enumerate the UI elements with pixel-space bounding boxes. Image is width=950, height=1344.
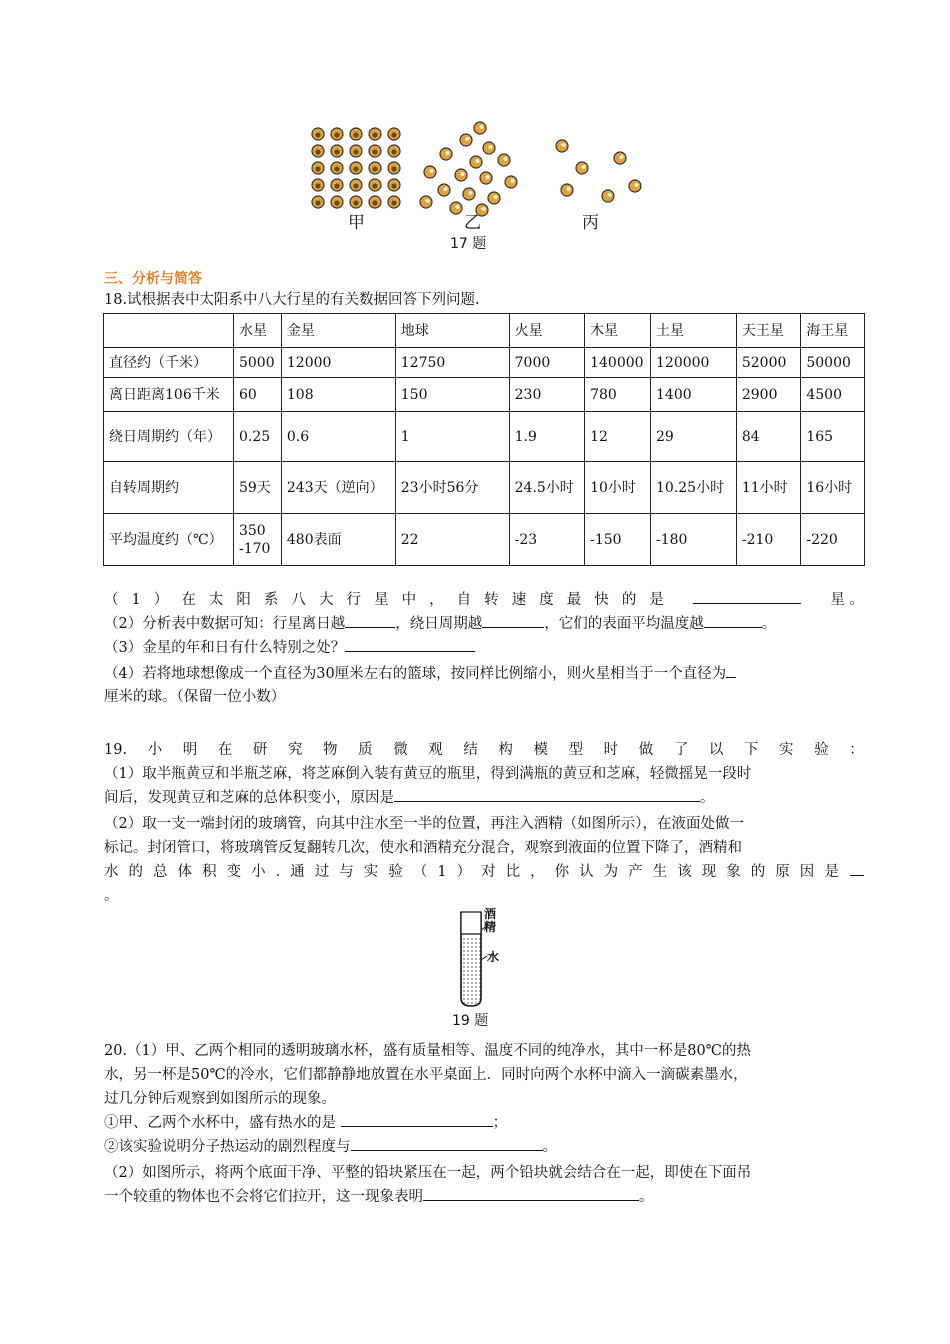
q20-line6: （2）如图所示，将两个底面干净、平整的铅块紧压在一起，两个铅块就会结合在一起，即使在下面吊 (104, 1165, 752, 1181)
q19-line3-char: 小 (251, 864, 266, 880)
q18-sub1-char: 转 (484, 592, 499, 608)
q18-sub1-char: 大 (318, 592, 334, 608)
table-cell: 59天 (233, 462, 281, 514)
table-cell: -150 (585, 514, 651, 566)
figure-19-caption: 19 题 (452, 1013, 489, 1029)
q18-sub2-blank-3[interactable] (704, 613, 762, 628)
q19-head-char: 在 (217, 742, 233, 758)
q18-sub1-char: 中 (401, 592, 417, 608)
molecule-core (456, 205, 460, 209)
q19-p1-end: 。 (700, 790, 715, 806)
q19-line3-char: 积 (202, 864, 217, 880)
q19-line3-char: 体 (177, 864, 193, 880)
molecule-core (482, 207, 486, 211)
q19-line3-char: 对 (481, 864, 496, 880)
q20-sub3-end: 。 (639, 1189, 654, 1205)
table-row (104, 378, 865, 412)
table-cell: 84 (736, 412, 801, 462)
q19-line3-char: 变 (226, 864, 242, 880)
molecule-core (353, 183, 358, 188)
table-cell: 0.6 (281, 412, 395, 462)
table-header-row (104, 314, 865, 348)
q19-head-char: 结 (463, 742, 478, 758)
q18-sub1-char: 八 (291, 592, 306, 608)
q19-head-char: 以 (708, 742, 724, 758)
q19-head-char: 小 (147, 742, 163, 758)
q19-line3-char: ， (530, 864, 545, 880)
q19-head-char: 型 (568, 742, 584, 758)
molecule-core (372, 166, 377, 171)
molecule-arrangement-figure (302, 118, 647, 218)
molecule-core (504, 157, 508, 161)
molecule-core (480, 125, 484, 129)
q18-stem: 18.试根据表中太阳系中八大行星的有关数据回答下列问题. (104, 292, 480, 308)
q18-sub2-text-c: ，它们的表面平均温度越 (544, 616, 704, 632)
molecule-core (446, 151, 450, 155)
table-cell: 140000 (585, 348, 651, 378)
table-cell: 165 (801, 412, 865, 462)
molecule-core (353, 149, 358, 154)
q18-sub2-text-b: ，绕日周期越 (395, 616, 483, 632)
table-cell: 1400 (651, 378, 737, 412)
table-cell: 480表面 (281, 514, 395, 566)
q19-line3-char: 水 (104, 864, 119, 880)
q18-sub1-char: 自 (456, 592, 472, 608)
table-row (104, 412, 865, 462)
molecule-core (334, 183, 339, 188)
q19-line3-char: 产 (628, 864, 643, 880)
molecule-core (334, 149, 339, 154)
q18-sub1-char: 1 (131, 592, 141, 608)
molecule-core (372, 132, 377, 137)
q18-sub1-text (104, 589, 664, 611)
table-cell: 23小时56分 (395, 462, 509, 514)
molecule-core (334, 132, 339, 137)
q19-p2-line2: 标记。封闭管口，将玻璃管反复翻转几次，使水和酒精充分混合，观察到液面的位置下降了，酒精和 (104, 840, 742, 856)
q19-line3-char: 过 (314, 864, 330, 880)
q20-sub1-text: ①甲、乙两个水杯中，盛有热水的是 (104, 1115, 336, 1131)
q19-line3-char: 的 (750, 864, 766, 880)
table-cell: 火星 (509, 314, 584, 348)
table-cell: 10小时 (585, 462, 651, 514)
molecule-core (461, 172, 465, 176)
q20-sub2-text: ②该实验说明分子热运动的剧烈程度与 (104, 1139, 351, 1155)
q18-sub1-char: 快 (594, 592, 609, 608)
q18-sub4-text-1: （4）若将地球想像成一个直径为30厘米左右的篮球，按同样比例缩小，则火星相当于一个直径为 (104, 666, 727, 682)
molecule-core (391, 200, 396, 205)
molecule-core (353, 166, 358, 171)
molecule-core (315, 149, 320, 154)
table-cell: 60 (233, 378, 281, 412)
q18-sub1-tail: 星 。 (830, 592, 864, 608)
q19-p2-blank[interactable] (850, 861, 864, 876)
q18-sub1-char: 系 (263, 592, 279, 608)
q19-line3-char: 生 (652, 864, 668, 880)
q19-p1-text: 间后，发现黄豆和芝麻的总体积变小，原因是 (104, 790, 394, 806)
q19-line3-char: 验 (388, 864, 403, 880)
q18-sub2-text-d: 。 (761, 616, 777, 632)
q20-sub2-end: 。 (542, 1139, 557, 1155)
table-row-label (104, 314, 234, 348)
table-cell: 780 (585, 378, 651, 412)
q20-sub2-blank[interactable] (351, 1136, 543, 1151)
q19-head-char: 构 (498, 742, 513, 758)
label-bing: 丙 (582, 213, 599, 233)
q19-p2-line3-text (104, 861, 839, 883)
table-row-label: 平均温度约（℃） (104, 514, 234, 566)
molecule-core (476, 159, 480, 163)
molecule-core (372, 200, 377, 205)
molecule-core (372, 149, 377, 154)
table-cell: 土星 (651, 314, 737, 348)
q19-line3-char: 比 (505, 864, 521, 880)
molecule-core (635, 183, 639, 187)
q19-line3-char: 为 (603, 864, 619, 880)
q18-sub4-blank[interactable] (726, 663, 736, 678)
q19-line3-char: 你 (554, 864, 570, 880)
q19-head-char: 下 (743, 742, 759, 758)
label-alcohol: 酒精 (484, 907, 497, 934)
q18-sub2 (104, 613, 864, 635)
q19-line3-char: 通 (290, 864, 305, 880)
table-cell: 天王星 (736, 314, 801, 348)
q19-head (104, 739, 864, 761)
q19-p2-line4: 。 (104, 888, 119, 904)
q19-line3-char: 与 (339, 864, 354, 880)
table-row (104, 514, 865, 566)
q19-line3-char: 该 (677, 864, 692, 880)
molecule-core (489, 145, 493, 149)
table-cell: 12 (585, 412, 651, 462)
table-cell: 150 (395, 378, 509, 412)
table-cell: -180 (651, 514, 737, 566)
molecule-core (444, 187, 448, 191)
q19-head-char: 模 (533, 742, 548, 758)
q20-sub1-end: ； (492, 1115, 508, 1131)
table-row-label: 绕日周期约（年） (104, 412, 234, 462)
q20-sub1-blank[interactable] (341, 1112, 493, 1127)
table-cell: 50000 (801, 348, 865, 378)
molecule-core (511, 179, 515, 183)
table-cell: 120000 (651, 348, 737, 378)
molecule-core (391, 166, 396, 171)
q20-line4 (104, 1112, 864, 1134)
q19-line3-char: . (275, 864, 281, 880)
q19-line3-char: 象 (726, 864, 741, 880)
q18-sub1 (104, 589, 864, 611)
molecule-core (620, 155, 624, 159)
table-cell: 243天（逆向） (281, 462, 395, 514)
label-yi: 乙 (464, 213, 481, 233)
q18-sub3-blank[interactable] (345, 637, 475, 652)
q18-sub1-char: 在 (181, 592, 196, 608)
q20-line1: 20.（1）甲、乙两个相同的透明玻璃水杯，盛有质量相等、温度不同的纯净水，其中一杯是80℃的热 (104, 1043, 751, 1059)
q19-p2-line3 (104, 861, 864, 883)
table-cell: 地球 (395, 314, 509, 348)
q18-sub1-char: 度 (539, 592, 554, 608)
q19-head-char: 明 (182, 742, 198, 758)
molecule-core (562, 143, 566, 147)
q18-sub1-char: 星 (374, 592, 389, 608)
q19-head-char: 验 (814, 742, 829, 758)
q18-sub1-char: 行 (346, 592, 362, 608)
table-cell: 24.5小时 (509, 462, 584, 514)
q19-head-char: 研 (252, 742, 268, 758)
q18-sub1-char: ） (153, 592, 169, 608)
q18-sub4-line1 (104, 663, 864, 685)
q18-sub1-char: 是 (649, 592, 664, 608)
q19-head-char: 做 (638, 742, 654, 758)
table-row-label: 直径约（千米） (104, 348, 234, 378)
table-row-label: 离日距离106千米 (104, 378, 234, 412)
molecule-core (315, 132, 320, 137)
molecule-core (608, 193, 612, 197)
table-cell: 16小时 (801, 462, 865, 514)
table-cell: 12750 (395, 348, 509, 378)
q19-line3-char: ） (456, 864, 472, 880)
molecule-core (334, 200, 339, 205)
q18-sub2-text-a: （2）分析表中数据可知：行星离日越 (104, 616, 346, 632)
table-cell: -210 (736, 514, 801, 566)
section-title: 三、分析与简答 (104, 271, 202, 287)
q19-p1-blank[interactable] (394, 787, 700, 802)
q18-sub1-char: 太 (208, 592, 224, 608)
figure-19-tube (455, 907, 505, 1010)
molecule-core (391, 149, 396, 154)
table-cell: 金星 (281, 314, 395, 348)
molecule-core (353, 200, 358, 205)
q19-line3-char: 是 (824, 864, 839, 880)
label-jia: 甲 (348, 213, 365, 233)
molecule-core (315, 166, 320, 171)
q20-sub3-blank[interactable] (423, 1186, 639, 1201)
q20-line7 (104, 1186, 864, 1208)
table-cell: 1 (395, 412, 509, 462)
table-cell: 52000 (736, 348, 801, 378)
table-cell: 7000 (509, 348, 584, 378)
q18-sub4-line2: 厘米的球。（保留一位小数） (104, 689, 286, 705)
table-cell: 0.25 (233, 412, 281, 462)
q18-sub1-char: 速 (511, 592, 527, 608)
molecule-core (494, 195, 498, 199)
q19-line3-char: 总 (153, 864, 168, 880)
molecule-core (469, 191, 473, 195)
table-cell: 4500 (801, 378, 865, 412)
q18-sub1-char: 最 (566, 592, 582, 608)
table-cell: 12000 (281, 348, 395, 378)
table-cell: 5000 (233, 348, 281, 378)
table-cell: -23 (509, 514, 584, 566)
table-cell: 1.9 (509, 412, 584, 462)
molecule-core (582, 165, 586, 169)
molecule-core (353, 132, 358, 137)
molecule-core (315, 183, 320, 188)
label-water: 水 (487, 950, 500, 964)
molecule-core (430, 169, 434, 173)
table-cell: 230 (509, 378, 584, 412)
q19-head-char: 微 (393, 742, 408, 758)
molecule-core (334, 166, 339, 171)
figure-17 (302, 118, 647, 253)
table-row (104, 348, 865, 378)
q19-line3-char: 原 (775, 864, 790, 880)
q19-line3-char: （ (412, 864, 428, 880)
q20-line2: 水，另一杯是50℃的冷水，它们都静静地放置在水平桌面上．同时向两个水杯中滴入一滴碳素墨水， (104, 1067, 748, 1083)
q19-p1-line1: （1）取半瓶黄豆和半瓶芝麻，将芝麻倒入装有黄豆的瓶里，得到满瓶的黄豆和芝麻，轻微摇晃一段时 (104, 766, 752, 782)
molecule-core (567, 187, 571, 191)
q19-head-char: 实 (779, 742, 794, 758)
q18-sub1-answer-blank[interactable] (693, 589, 801, 604)
q18-sub3-text: （3）金星的年和日有什么特别之处？ (104, 640, 346, 656)
q19-head-char: ： (849, 742, 864, 758)
table-cell: 29 (651, 412, 737, 462)
molecule-core (466, 137, 470, 141)
q18-sub1-char: 的 (621, 592, 637, 608)
q18-sub2-blank-1[interactable] (345, 613, 395, 628)
q18-sub1-char: 阳 (236, 592, 251, 608)
molecule-core (372, 183, 377, 188)
q19-line3-char: 因 (799, 864, 815, 880)
q19-head-char: 时 (603, 742, 619, 758)
q19-head-char: 了 (673, 742, 689, 758)
table-row-label: 自转周期约 (104, 462, 234, 514)
q19-head-char: 究 (287, 742, 303, 758)
molecule-core (391, 132, 396, 137)
q19-head-char: 质 (358, 742, 373, 758)
molecule-core (315, 200, 320, 205)
q18-sub1-char: ， (429, 592, 444, 608)
q19-line3-char: 认 (579, 864, 594, 880)
table-row (104, 462, 865, 514)
q19-head-char: 物 (323, 742, 338, 758)
q18-sub3 (104, 637, 864, 659)
molecule-core (391, 183, 396, 188)
q19-head-char: 19. (104, 742, 128, 758)
q19-p2-line1: （2）取一支一端封闭的玻璃管，向其中注水至一半的位置，再注入酒精（如图所示），在液面处做一 (104, 816, 744, 832)
molecule-core (426, 199, 430, 203)
molecule-core (486, 175, 490, 179)
table-cell: 108 (281, 378, 395, 412)
q19-line3-char: 1 (437, 864, 447, 880)
q20-line3: 过几分钟后观察到如图所示的现象。 (104, 1091, 336, 1107)
table-cell: 海王星 (801, 314, 865, 348)
table-cell: 350 -170 (233, 514, 281, 566)
table-cell: 水星 (233, 314, 281, 348)
q20-line5 (104, 1136, 864, 1158)
q19-head-char: 观 (428, 742, 443, 758)
q18-sub1-char: （ (104, 592, 119, 608)
table-cell: 11小时 (736, 462, 801, 514)
q19-line3-char: 实 (363, 864, 379, 880)
table-cell: 22 (395, 514, 509, 566)
table-cell: -220 (801, 514, 865, 566)
q19-line3-char: 现 (701, 864, 717, 880)
figure-17-caption: 17 题 (450, 236, 487, 252)
planet-data-table (103, 313, 865, 566)
q18-sub2-blank-2[interactable] (482, 613, 544, 628)
q19-p1-line2 (104, 787, 864, 809)
table-cell: 木星 (585, 314, 651, 348)
table-cell: 2900 (736, 378, 801, 412)
q20-sub3-text: 一个较重的物体也不会将它们拉开，这一现象表明 (104, 1189, 423, 1205)
table-cell: 10.25小时 (651, 462, 737, 514)
q19-line3-char: 的 (128, 864, 144, 880)
